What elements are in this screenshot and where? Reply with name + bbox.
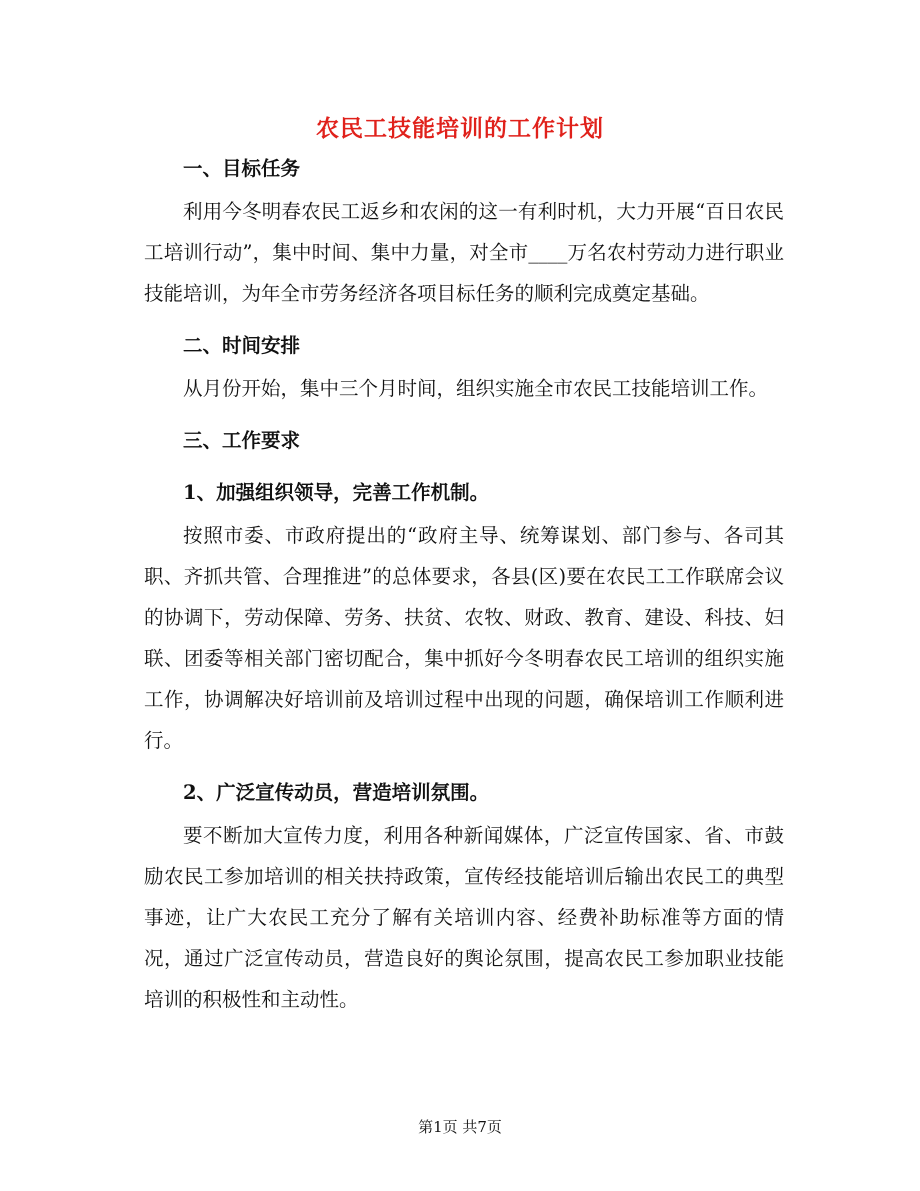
- page-number-footer: 第1页 共7页: [418, 1118, 502, 1136]
- paragraph-schedule: 从月份开始，集中三个月时间，组织实施全市农民工技能培训工作。: [183, 377, 769, 400]
- paragraph-publicity: 要不断加大宣传力度，利用各种新闻媒体，广泛宣传国家、省、市鼓励农民工参加培训的相关扶持政策，宣传经技能培训后输出农民工的典型事迹，让广大农民工充分了解有关培训内容、经费补助标准等方面的情况，通过广泛宣传动员，营造良好的舆论氛围，提高农民工参加职业技能培训的积极性和主动性。: [144, 824, 784, 1011]
- section-heading-schedule: 二、时间安排: [183, 334, 301, 357]
- document-body: [144, 148, 784, 1022]
- document-title: 农民工技能培训的工作计划: [316, 115, 604, 142]
- section-heading-goals: 一、目标任务: [183, 157, 301, 180]
- subheading-organization: 1、加强组织领导，完善工作机制。: [183, 481, 490, 504]
- paragraph-goals: 利用今冬明春农民工返乡和农闲的这一有利时机，大力开展“百日农民工培训行动”，集中时间、集中力量，对全市____万名农村劳动力进行职业技能培训，为年全市劳务经济各项目标任务的顺利完成奠定基础。: [144, 200, 784, 305]
- section-heading-requirements: 三、工作要求: [183, 429, 301, 452]
- subheading-publicity: 2、广泛宣传动员，营造培训氛围。: [183, 781, 490, 804]
- paragraph-organization: 按照市委、市政府提出的“政府主导、统筹谋划、部门参与、各司其职、齐抓共管、合理推进”的总体要求，各县(区)要在农民工工作联席会议的协调下，劳动保障、劳务、扶贫、农牧、财政、教育、建设、科技、妇联、团委等相关部门密切配合，集中抓好今冬明春农民工培训的组织实施工作，协调解决好培训前及培训过程中出现的问题，确保培训工作顺利进行。: [144, 524, 784, 752]
